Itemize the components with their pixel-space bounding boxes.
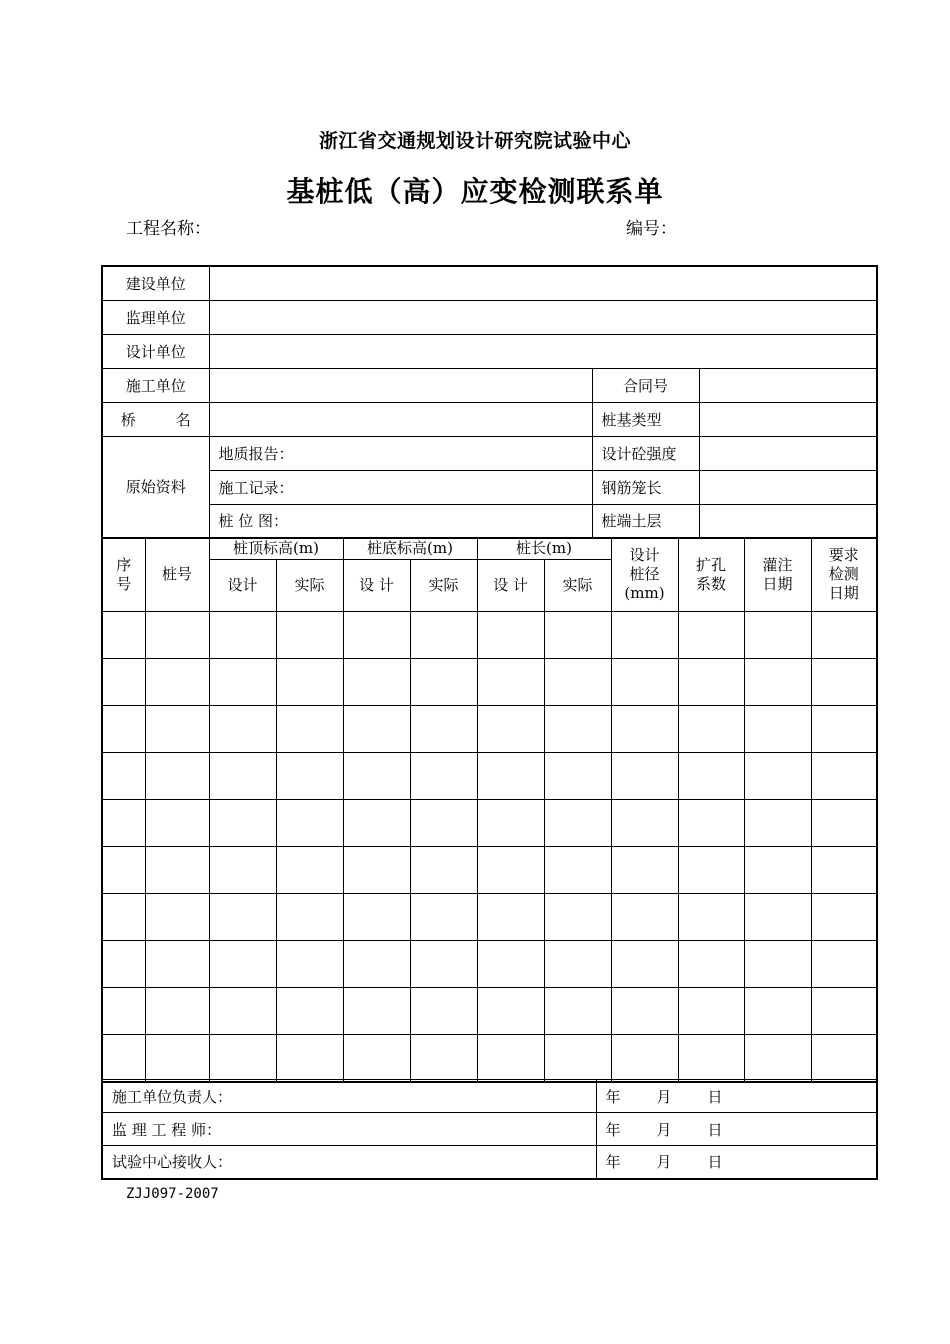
- req-b: 检测: [828, 565, 859, 583]
- grid-cell[interactable]: [343, 753, 410, 800]
- grid-cell[interactable]: [544, 941, 611, 988]
- supervision-unit-field[interactable]: [209, 300, 877, 334]
- pile-grid-body: [102, 612, 877, 1082]
- length-design-header: 设 计: [477, 560, 544, 612]
- grid-cell[interactable]: [102, 1035, 145, 1082]
- rebar-cage-length-label: 钢筋笼长: [592, 470, 699, 504]
- grid-cell[interactable]: [410, 941, 477, 988]
- grid-cell[interactable]: [678, 988, 744, 1035]
- contract-no-label: 合同号: [592, 368, 699, 402]
- grid-cell[interactable]: [102, 753, 145, 800]
- grid-cell[interactable]: [410, 894, 477, 941]
- grid-cell[interactable]: [145, 800, 209, 847]
- ream-a: 扩孔: [695, 555, 726, 574]
- concrete-strength-field[interactable]: [699, 436, 877, 470]
- grid-cell[interactable]: [811, 988, 877, 1035]
- table-row: [102, 706, 877, 753]
- grid-cell[interactable]: [811, 847, 877, 894]
- builder-unit-label: 施工单位: [102, 368, 209, 402]
- grid-cell[interactable]: [145, 894, 209, 941]
- grid-cell[interactable]: [611, 1035, 678, 1082]
- table-row: [102, 612, 877, 659]
- grid-cell[interactable]: [209, 800, 276, 847]
- grid-cell[interactable]: [276, 612, 343, 659]
- grid-cell[interactable]: [276, 941, 343, 988]
- day-label: 日: [707, 1087, 723, 1106]
- geology-report-field[interactable]: 地质报告：: [209, 436, 592, 470]
- day-label: 日: [707, 1120, 723, 1139]
- grid-cell[interactable]: [410, 800, 477, 847]
- month-label: 月: [656, 1120, 672, 1139]
- builder-unit-field[interactable]: [209, 368, 592, 402]
- grid-cell[interactable]: [477, 659, 544, 706]
- design-diameter-a: 设计: [629, 546, 660, 564]
- grid-cell[interactable]: [544, 988, 611, 1035]
- grid-cell[interactable]: [209, 706, 276, 753]
- seq-header-a: 序: [116, 555, 132, 574]
- grid-cell[interactable]: [343, 894, 410, 941]
- grid-cell[interactable]: [276, 847, 343, 894]
- grid-cell[interactable]: [744, 753, 811, 800]
- grid-cell[interactable]: [102, 659, 145, 706]
- pile-tip-soil-label: 桩端土层: [592, 504, 699, 538]
- concrete-strength-label: 设计砼强度: [592, 436, 699, 470]
- grid-cell[interactable]: [145, 988, 209, 1035]
- builder-rep-label: 施工单位负责人：: [102, 1080, 596, 1113]
- grid-cell[interactable]: [678, 894, 744, 941]
- grid-cell[interactable]: [811, 1035, 877, 1082]
- req-c: 日期: [828, 584, 859, 602]
- grid-cell[interactable]: [276, 800, 343, 847]
- form-title: 基桩低（高）应变检测联系单: [286, 175, 664, 208]
- grid-cell[interactable]: [744, 706, 811, 753]
- original-data-label: 原始资料: [102, 436, 209, 538]
- pour-date-header: [744, 538, 811, 612]
- grid-cell[interactable]: [209, 988, 276, 1035]
- grid-cell[interactable]: [102, 894, 145, 941]
- grid-cell[interactable]: [410, 706, 477, 753]
- grid-cell[interactable]: [410, 612, 477, 659]
- grid-cell[interactable]: [544, 1035, 611, 1082]
- top-actual-header: 实际: [276, 560, 343, 612]
- year-label: 年: [605, 1120, 621, 1139]
- grid-cell[interactable]: [410, 847, 477, 894]
- grid-cell[interactable]: [209, 847, 276, 894]
- year-label: 年: [605, 1153, 621, 1172]
- grid-cell[interactable]: [811, 894, 877, 941]
- grid-cell[interactable]: [477, 988, 544, 1035]
- grid-cell[interactable]: [477, 612, 544, 659]
- table-row: [102, 847, 877, 894]
- grid-cell[interactable]: [744, 1035, 811, 1082]
- month-label: 月: [656, 1153, 672, 1172]
- supervision-unit-label: 监理单位: [102, 300, 209, 334]
- grid-cell[interactable]: [811, 800, 877, 847]
- grid-cell[interactable]: [611, 894, 678, 941]
- grid-cell[interactable]: [102, 988, 145, 1035]
- construction-unit-field[interactable]: [209, 266, 877, 300]
- grid-cell[interactable]: [145, 1035, 209, 1082]
- grid-cell[interactable]: [611, 753, 678, 800]
- grid-cell[interactable]: [145, 941, 209, 988]
- grid-cell[interactable]: [811, 612, 877, 659]
- grid-cell[interactable]: [744, 941, 811, 988]
- construction-unit-label: 建设单位: [102, 266, 209, 300]
- signature-table: [101, 1079, 878, 1180]
- grid-cell[interactable]: [410, 753, 477, 800]
- grid-cell[interactable]: [102, 847, 145, 894]
- table-row: [102, 941, 877, 988]
- grid-cell[interactable]: [209, 659, 276, 706]
- day-label: 日: [707, 1153, 723, 1172]
- req-a: 要求: [828, 546, 859, 564]
- grid-cell[interactable]: [544, 753, 611, 800]
- grid-cell[interactable]: [276, 988, 343, 1035]
- grid-cell[interactable]: [209, 941, 276, 988]
- table-row: [102, 753, 877, 800]
- month-label: 月: [656, 1087, 672, 1106]
- grid-cell[interactable]: [678, 753, 744, 800]
- grid-cell[interactable]: [477, 847, 544, 894]
- grid-cell[interactable]: [544, 706, 611, 753]
- design-diameter-c: (mm): [624, 584, 665, 602]
- grid-cell[interactable]: [102, 800, 145, 847]
- bridge-name-label-a: 桥: [120, 410, 136, 429]
- grid-cell[interactable]: [410, 988, 477, 1035]
- ream-b: 系数: [695, 574, 726, 593]
- form-code: ZJJ097-2007: [126, 1186, 219, 1202]
- receiver-date[interactable]: [596, 1146, 877, 1179]
- grid-cell[interactable]: [744, 612, 811, 659]
- table-row: [102, 894, 877, 941]
- pile-tip-soil-field[interactable]: [699, 504, 877, 538]
- grid-cell[interactable]: [611, 706, 678, 753]
- bridge-name-label: [102, 402, 209, 436]
- required-test-date-header: [811, 538, 877, 612]
- grid-cell[interactable]: [343, 847, 410, 894]
- length-actual-header: 实际: [544, 560, 611, 612]
- info-table: [101, 265, 878, 539]
- grid-cell[interactable]: [477, 941, 544, 988]
- grid-cell[interactable]: [276, 1035, 343, 1082]
- grid-cell[interactable]: [343, 800, 410, 847]
- builder-rep-date[interactable]: [596, 1080, 877, 1113]
- grid-cell[interactable]: [477, 706, 544, 753]
- grid-cell[interactable]: [410, 1035, 477, 1082]
- grid-cell[interactable]: [678, 847, 744, 894]
- pile-position-field[interactable]: 桩 位 图：: [209, 504, 592, 538]
- pile-no-header: 桩号: [145, 538, 209, 612]
- supervisor-date[interactable]: [596, 1113, 877, 1146]
- table-row: [102, 1035, 877, 1082]
- grid-cell[interactable]: [611, 612, 678, 659]
- grid-cell[interactable]: [145, 847, 209, 894]
- grid-cell[interactable]: [678, 941, 744, 988]
- pile-type-field[interactable]: [699, 402, 877, 436]
- grid-cell[interactable]: [343, 988, 410, 1035]
- pour-a: 灌注: [762, 555, 793, 574]
- grid-cell[interactable]: [276, 753, 343, 800]
- grid-cell[interactable]: [544, 847, 611, 894]
- pile-type-label: 桩基类型: [592, 402, 699, 436]
- grid-cell[interactable]: [744, 800, 811, 847]
- grid-cell[interactable]: [477, 753, 544, 800]
- design-unit-label: 设计单位: [102, 334, 209, 368]
- bottom-design-header: 设 计: [343, 560, 410, 612]
- project-name-label: 工程名称：: [126, 219, 211, 239]
- grid-cell[interactable]: [145, 612, 209, 659]
- grid-cell[interactable]: [744, 847, 811, 894]
- organization-name: 浙江省交通规划设计研究院试验中心: [318, 130, 631, 152]
- design-unit-field[interactable]: [209, 334, 877, 368]
- grid-cell[interactable]: [102, 612, 145, 659]
- grid-cell[interactable]: [209, 1035, 276, 1082]
- grid-cell[interactable]: [544, 894, 611, 941]
- grid-cell[interactable]: [209, 894, 276, 941]
- contract-no-field[interactable]: [699, 368, 877, 402]
- grid-cell[interactable]: [811, 706, 877, 753]
- supervisor-label: 监 理 工 程 师：: [102, 1113, 596, 1146]
- grid-cell[interactable]: [145, 706, 209, 753]
- grid-cell[interactable]: [611, 847, 678, 894]
- table-row: [102, 800, 877, 847]
- grid-cell[interactable]: [744, 659, 811, 706]
- grid-cell[interactable]: [611, 659, 678, 706]
- grid-cell[interactable]: [343, 706, 410, 753]
- top-elevation-header: 桩顶标高(m): [209, 538, 343, 560]
- pile-length-header: 桩长(m): [477, 538, 611, 560]
- seq-header: [102, 538, 145, 612]
- table-row: [102, 659, 877, 706]
- grid-cell[interactable]: [102, 706, 145, 753]
- grid-cell[interactable]: [209, 612, 276, 659]
- construction-record-field[interactable]: 施工记录：: [209, 470, 592, 504]
- grid-cell[interactable]: [343, 612, 410, 659]
- pour-b: 日期: [762, 574, 793, 593]
- design-diameter-header: [611, 538, 678, 612]
- grid-cell[interactable]: [811, 659, 877, 706]
- grid-cell[interactable]: [102, 941, 145, 988]
- grid-cell[interactable]: [811, 753, 877, 800]
- grid-cell[interactable]: [678, 612, 744, 659]
- bottom-actual-header: 实际: [410, 560, 477, 612]
- grid-cell[interactable]: [611, 941, 678, 988]
- grid-cell[interactable]: [145, 753, 209, 800]
- bridge-name-field[interactable]: [209, 402, 592, 436]
- grid-cell[interactable]: [477, 1035, 544, 1082]
- grid-cell[interactable]: [544, 612, 611, 659]
- top-design-header: 设计: [209, 560, 276, 612]
- ream-coefficient-header: [678, 538, 744, 612]
- grid-cell[interactable]: [678, 659, 744, 706]
- grid-cell[interactable]: [410, 659, 477, 706]
- grid-cell[interactable]: [678, 706, 744, 753]
- grid-cell[interactable]: [276, 706, 343, 753]
- grid-cell[interactable]: [276, 659, 343, 706]
- number-label: 编号：: [626, 219, 677, 239]
- grid-cell[interactable]: [811, 941, 877, 988]
- rebar-cage-length-field[interactable]: [699, 470, 877, 504]
- grid-cell[interactable]: [544, 800, 611, 847]
- grid-cell[interactable]: [276, 894, 343, 941]
- grid-cell[interactable]: [678, 1035, 744, 1082]
- design-diameter-b: 桩径: [629, 565, 660, 583]
- year-label: 年: [605, 1087, 621, 1106]
- grid-cell[interactable]: [343, 1035, 410, 1082]
- grid-cell[interactable]: [678, 800, 744, 847]
- table-row: [102, 988, 877, 1035]
- grid-cell[interactable]: [544, 659, 611, 706]
- grid-cell[interactable]: [744, 894, 811, 941]
- grid-cell[interactable]: [343, 941, 410, 988]
- grid-cell[interactable]: [477, 894, 544, 941]
- grid-cell[interactable]: [343, 659, 410, 706]
- grid-cell[interactable]: [477, 800, 544, 847]
- pile-grid-table: [101, 537, 878, 1083]
- seq-header-b: 号: [116, 574, 132, 593]
- grid-cell[interactable]: [611, 988, 678, 1035]
- grid-cell[interactable]: [145, 659, 209, 706]
- receiver-label: 试验中心接收人：: [102, 1146, 596, 1179]
- bridge-name-label-b: 名: [175, 410, 191, 429]
- grid-cell[interactable]: [209, 753, 276, 800]
- grid-cell[interactable]: [611, 800, 678, 847]
- bottom-elevation-header: 桩底标高(m): [343, 538, 477, 560]
- grid-cell[interactable]: [744, 988, 811, 1035]
